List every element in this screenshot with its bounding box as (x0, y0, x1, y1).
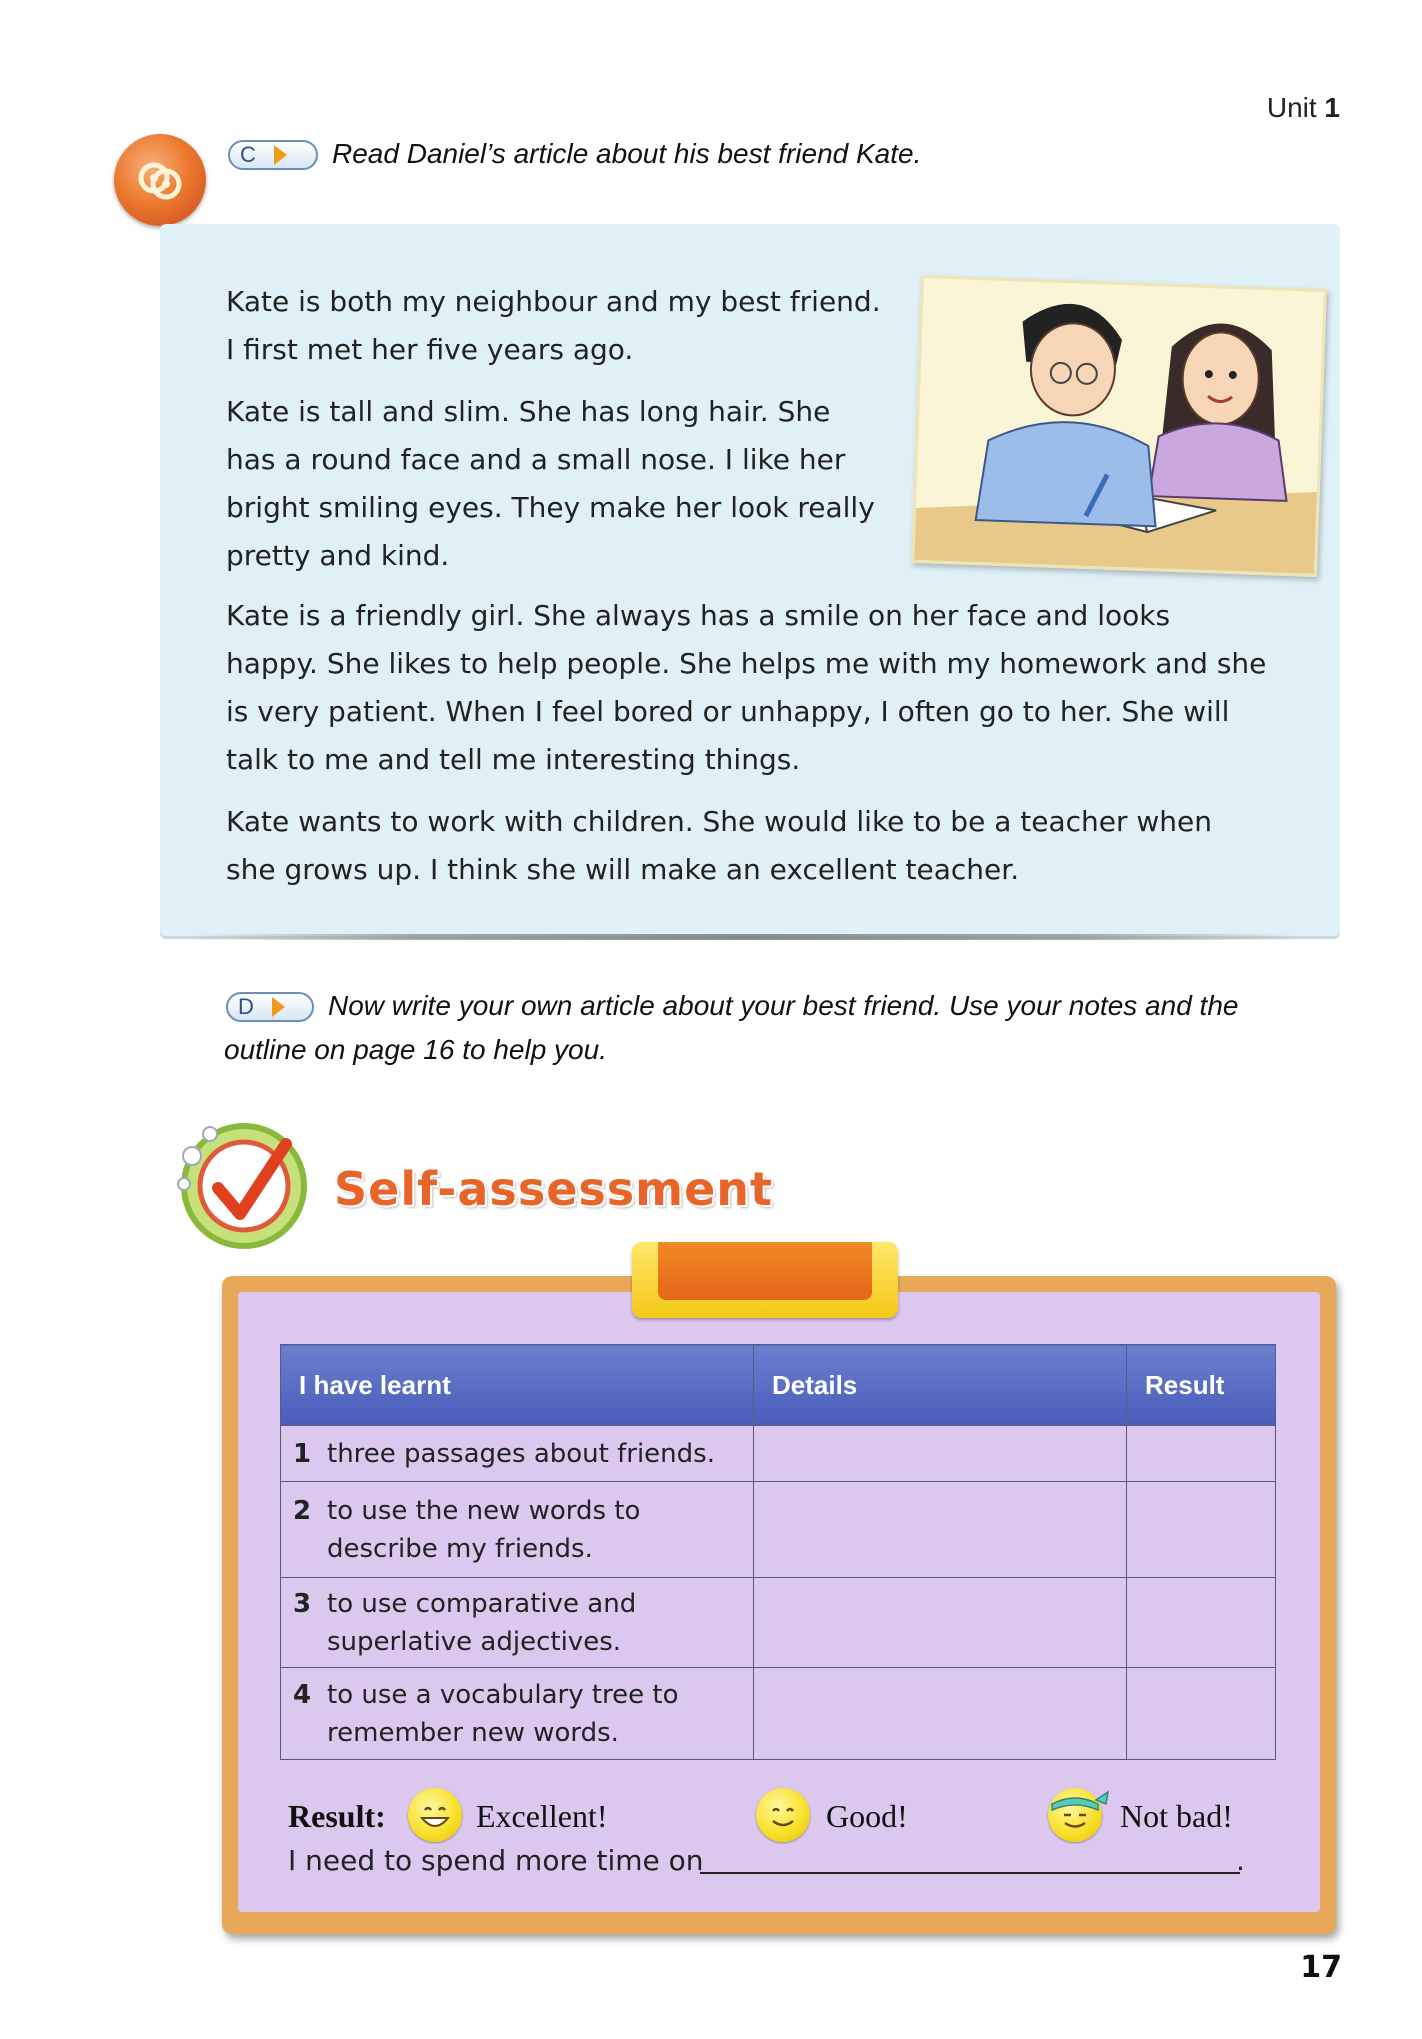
column-header-result: Result (1127, 1345, 1276, 1426)
column-header-details: Details (754, 1345, 1127, 1426)
row-number: 1 (293, 1438, 312, 1469)
learnt-cell (281, 1426, 754, 1482)
row-number: 4 (293, 1679, 312, 1710)
need-more-time-text: I need to spend more time on (288, 1844, 704, 1877)
section-c-letter: C (240, 142, 256, 167)
article-paragraph-2 (226, 388, 926, 580)
section-d-instruction-line1: Now write your own article about your best friend. Use your notes and the (328, 990, 1239, 1021)
result-cell[interactable] (1127, 1668, 1276, 1760)
friends-illustration-icon (914, 278, 1324, 574)
article-line: is very patient. When I feel bored or unhappy, I often go to her. She will (226, 695, 1230, 728)
answer-blank-line[interactable] (700, 1872, 1240, 1874)
article-line: bright smiling eyes. They make her look really (226, 491, 875, 524)
table-row (281, 1578, 1276, 1668)
column-header-learnt: I have learnt (281, 1345, 754, 1426)
article-line: Kate is a friendly girl. She always has a smile on her face and looks (226, 599, 1171, 632)
learnt-cell (281, 1482, 754, 1578)
rating-not-bad: Not bad! (1120, 1798, 1233, 1834)
article-line: I first met her five years ago. (226, 333, 634, 366)
illustration-friends (911, 275, 1327, 577)
article-line: Kate is both my neighbour and my best friend. (226, 285, 881, 318)
result-cell[interactable] (1127, 1482, 1276, 1578)
section-c-pill (228, 140, 318, 170)
article-line: has a round face and a small nose. I like her (226, 443, 846, 476)
article-line: she grows up. I think she will make an excellent teacher. (226, 853, 1020, 886)
row-number: 3 (293, 1588, 312, 1619)
smiley-good-icon[interactable] (756, 1788, 810, 1842)
headphones-icon (128, 148, 192, 212)
table-row (281, 1482, 1276, 1578)
article-paragraph-3 (226, 592, 1316, 784)
self-assessment-table (280, 1344, 1276, 1760)
article-line: happy. She likes to help people. She helps me with my homework and she (226, 647, 1267, 680)
article-paragraph-4 (226, 798, 1316, 894)
learnt-cell (281, 1668, 754, 1760)
article-line: pretty and kind. (226, 539, 450, 572)
details-cell[interactable] (754, 1426, 1127, 1482)
section-d-pill (226, 992, 314, 1022)
smiley-bandana-icon[interactable] (1048, 1788, 1102, 1842)
unit-number: 1 (1324, 92, 1340, 123)
torn-edge (190, 934, 1300, 940)
table-row (281, 1668, 1276, 1760)
row-text: three passages about friends. (327, 1438, 715, 1469)
rating-excellent: Excellent! (476, 1798, 608, 1834)
article-line: Kate is tall and slim. She has long hair. She (226, 395, 831, 428)
row-text: to use comparative and superlative adjectives. (327, 1588, 637, 1657)
board-clip-tab (658, 1242, 872, 1300)
self-assessment-title: Self-assessment (334, 1162, 774, 1216)
page-number: 17 (1300, 1950, 1342, 1985)
row-number: 2 (293, 1495, 312, 1526)
smiley-excellent-icon[interactable] (408, 1788, 462, 1842)
board-clip (632, 1242, 898, 1318)
article-paragraph-1 (226, 278, 926, 374)
audio-icon[interactable] (114, 134, 206, 226)
section-d-instruction-line2: outline on page 16 to help you. (224, 1034, 607, 1065)
result-cell[interactable] (1127, 1578, 1276, 1668)
section-d-letter: D (238, 994, 254, 1019)
article-line: Kate wants to work with children. She would like to be a teacher when (226, 805, 1213, 838)
rating-good: Good! (826, 1798, 908, 1834)
details-cell[interactable] (754, 1578, 1127, 1668)
learnt-cell (281, 1578, 754, 1668)
unit-heading (1267, 92, 1340, 124)
article-line: talk to me and tell me interesting things. (226, 743, 801, 776)
play-arrow-icon (274, 145, 287, 165)
play-arrow-icon (272, 997, 285, 1017)
result-label: Result: (288, 1798, 386, 1834)
row-text: to use a vocabulary tree to remember new words. (327, 1679, 679, 1748)
table-row (281, 1426, 1276, 1482)
checkmark-badge-icon (162, 1104, 312, 1254)
details-cell[interactable] (754, 1482, 1127, 1578)
table-header-row (281, 1345, 1276, 1426)
need-period: . (1236, 1844, 1245, 1877)
details-cell[interactable] (754, 1668, 1127, 1760)
unit-label: Unit (1266, 92, 1317, 123)
result-cell[interactable] (1127, 1426, 1276, 1482)
row-text: to use the new words to describe my friends. (327, 1495, 641, 1564)
section-c-instruction: Read Daniel’s article about his best friend Kate. (332, 138, 922, 169)
